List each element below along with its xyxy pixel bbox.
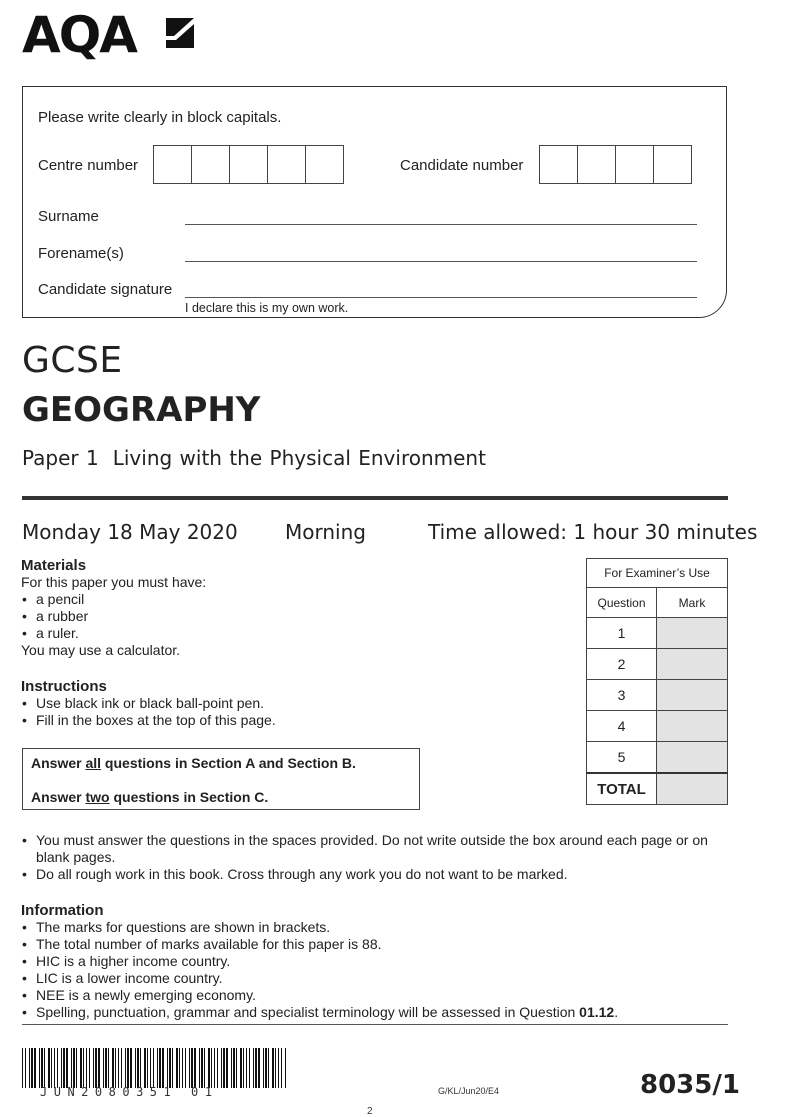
barcode-bar <box>57 1048 58 1088</box>
barcode-bar <box>211 1048 212 1088</box>
answer-requirements-box <box>22 748 420 810</box>
barcode-bar <box>80 1048 82 1088</box>
barcode-bar <box>204 1048 205 1088</box>
barcode-bar <box>263 1048 264 1088</box>
barcode <box>22 1048 288 1088</box>
barcode-bar <box>176 1048 178 1088</box>
exam-session: Morning <box>285 520 366 544</box>
barcode-bar <box>73 1048 75 1088</box>
list-item: • NEE is a newly emerging economy. <box>21 987 727 1004</box>
barcode-bar <box>236 1048 237 1088</box>
barcode-bar <box>221 1048 222 1088</box>
barcode-bar <box>29 1048 30 1088</box>
barcode-bar <box>39 1048 40 1088</box>
list-item <box>21 1004 727 1021</box>
barcode-bar <box>243 1048 244 1088</box>
barcode-bar <box>125 1048 126 1088</box>
paper-number: Paper 1 <box>22 446 99 470</box>
barcode-bar <box>162 1048 164 1088</box>
mark-cell[interactable] <box>657 680 728 711</box>
answer-emphasis: two <box>85 789 110 805</box>
barcode-bar <box>258 1048 260 1088</box>
barcode-bar <box>121 1048 122 1088</box>
calculator-note: You may use a calculator. <box>21 642 181 658</box>
barcode-bar <box>48 1048 50 1088</box>
barcode-bar <box>240 1048 242 1088</box>
barcode-bar <box>61 1048 62 1088</box>
barcode-bar <box>249 1048 250 1088</box>
forename-label: Forename(s) <box>38 245 124 262</box>
list-item: • Use black ink or black ball-point pen. <box>21 695 421 712</box>
barcode-bar <box>93 1048 94 1088</box>
barcode-bar <box>226 1048 228 1088</box>
list-item: • a rubber <box>21 608 351 625</box>
signature-label: Candidate signature <box>38 281 173 298</box>
mark-cell[interactable] <box>657 711 728 742</box>
spag-question-number: 01.12 <box>579 1004 615 1020</box>
information-heading: Information <box>21 902 104 919</box>
total-mark-cell[interactable] <box>657 773 728 805</box>
materials-heading: Materials <box>21 557 87 574</box>
further-instructions <box>21 832 727 883</box>
barcode-bar <box>147 1048 148 1088</box>
barcode-bar <box>268 1048 269 1088</box>
centre-number-box[interactable] <box>267 145 306 184</box>
barcode-bar <box>54 1048 55 1088</box>
mark-column-header: Mark <box>657 588 728 618</box>
barcode-bar <box>199 1048 200 1088</box>
barcode-bar <box>103 1048 104 1088</box>
barcode-bar <box>140 1048 141 1088</box>
barcode-bar <box>278 1048 279 1088</box>
barcode-bar <box>150 1048 151 1088</box>
candidate-number-box[interactable] <box>577 145 616 184</box>
logo-mark-icon <box>162 14 198 50</box>
candidate-number-field[interactable] <box>540 145 692 184</box>
barcode-bar <box>118 1048 119 1088</box>
barcode-bar <box>63 1048 65 1088</box>
barcode-bar <box>98 1048 100 1088</box>
barcode-bar <box>275 1048 276 1088</box>
barcode-bar <box>51 1048 52 1088</box>
question-number: 5 <box>587 742 657 774</box>
barcode-bar <box>246 1048 247 1088</box>
surname-field[interactable] <box>185 224 697 225</box>
barcode-bar <box>108 1048 109 1088</box>
barcode-bar <box>233 1048 235 1088</box>
centre-number-label: Centre number <box>38 157 139 174</box>
barcode-bar <box>153 1048 154 1088</box>
barcode-bar <box>185 1048 186 1088</box>
instructions-heading: Instructions <box>21 678 107 695</box>
barcode-bar <box>285 1048 286 1088</box>
footer-divider <box>22 1024 728 1025</box>
list-item: • LIC is a lower income country. <box>21 970 727 987</box>
candidate-number-box[interactable] <box>615 145 654 184</box>
barcode-bar <box>201 1048 203 1088</box>
paper-code: 8035/1 <box>640 1070 740 1100</box>
answer-text: questions in Section C. <box>109 789 269 805</box>
candidate-details-box <box>22 86 727 318</box>
mark-cell[interactable] <box>657 742 728 774</box>
barcode-bar <box>255 1048 257 1088</box>
subject-title: GEOGRAPHY <box>22 390 261 430</box>
barcode-bar <box>130 1048 132 1088</box>
table-row <box>587 742 728 774</box>
candidate-number-box[interactable] <box>653 145 692 184</box>
answer-text: Answer <box>31 789 86 805</box>
answer-text: Answer <box>31 755 86 771</box>
centre-number-box[interactable] <box>153 145 192 184</box>
aqa-logo <box>22 8 207 63</box>
answer-sections-ab <box>31 755 356 771</box>
list-item: • Fill in the boxes at the top of this page. <box>21 712 421 729</box>
barcode-bar <box>182 1048 183 1088</box>
paper-name: Living with the Physical Environment <box>112 446 486 470</box>
question-number: 4 <box>587 711 657 742</box>
spag-text: . <box>614 1004 619 1020</box>
centre-number-box[interactable] <box>191 145 230 184</box>
barcode-bar <box>157 1048 158 1088</box>
barcode-bar <box>66 1048 68 1088</box>
table-row <box>587 649 728 680</box>
centre-number-field[interactable] <box>154 145 344 184</box>
barcode-bar <box>253 1048 254 1088</box>
barcode-bar <box>208 1048 210 1088</box>
materials-section <box>21 557 351 659</box>
question-number: 1 <box>587 618 657 649</box>
declaration-text: I declare this is my own work. <box>185 301 349 315</box>
barcode-bar <box>89 1048 90 1088</box>
barcode-bar <box>179 1048 180 1088</box>
list-item: • You must answer the questions in the spaces provided. Do not write outside the box around each page or on blank pages. <box>21 832 727 866</box>
surname-label: Surname <box>38 208 99 225</box>
barcode-bar <box>281 1048 282 1088</box>
barcode-bar <box>83 1048 84 1088</box>
page-number: 2 <box>367 1106 373 1117</box>
instructions-list <box>21 695 421 729</box>
instructions-section <box>21 678 421 729</box>
barcode-bar <box>144 1048 146 1088</box>
paper-title <box>22 446 486 470</box>
list-item: • HIC is a higher income country. <box>21 953 727 970</box>
centre-number-box[interactable] <box>305 145 344 184</box>
barcode-bar <box>272 1048 274 1088</box>
information-section <box>21 902 727 1021</box>
barcode-bar <box>135 1048 136 1088</box>
list-item: • a ruler. <box>21 625 351 642</box>
barcode-bar <box>31 1048 33 1088</box>
information-list <box>21 919 727 1021</box>
barcode-bar <box>41 1048 43 1088</box>
list-item: • a pencil <box>21 591 351 608</box>
barcode-bar <box>137 1048 139 1088</box>
exam-date: Monday 18 May 2020 <box>22 520 238 544</box>
mark-cell[interactable] <box>657 618 728 649</box>
barcode-bar <box>231 1048 232 1088</box>
barcode-bar <box>71 1048 72 1088</box>
barcode-bar <box>44 1048 45 1088</box>
barcode-bar <box>167 1048 168 1088</box>
barcode-bar <box>105 1048 107 1088</box>
forename-field[interactable] <box>185 261 697 262</box>
barcode-bar <box>214 1048 215 1088</box>
barcode-bar <box>34 1048 36 1088</box>
centre-number-box[interactable] <box>229 145 268 184</box>
block-capitals-instruction: Please write clearly in block capitals. <box>38 109 282 126</box>
question-number: 3 <box>587 680 657 711</box>
spag-text: Spelling, punctuation, grammar and specialist terminology will be assessed in Question <box>36 1004 580 1020</box>
barcode-bar <box>191 1048 193 1088</box>
table-row <box>587 618 728 649</box>
barcode-bar <box>223 1048 225 1088</box>
document-reference: G/KL/Jun20/E4 <box>438 1086 500 1096</box>
table-row-total <box>587 773 728 805</box>
barcode-text: JUN2080351 01 <box>40 1085 219 1099</box>
barcode-bar <box>189 1048 190 1088</box>
barcode-bar <box>76 1048 77 1088</box>
question-number: 2 <box>587 649 657 680</box>
candidate-number-box[interactable] <box>539 145 578 184</box>
further-instructions-list <box>21 832 727 883</box>
barcode-bar <box>159 1048 161 1088</box>
answer-section-c <box>31 789 268 805</box>
signature-field[interactable] <box>185 297 697 298</box>
table-row <box>587 680 728 711</box>
question-column-header: Question <box>587 588 657 618</box>
list-item: • The total number of marks available for this paper is 88. <box>21 936 727 953</box>
barcode-bar <box>265 1048 267 1088</box>
list-item: • The marks for questions are shown in brackets. <box>21 919 727 936</box>
answer-emphasis: all <box>85 755 102 771</box>
barcode-bar <box>194 1048 196 1088</box>
barcode-bar <box>115 1048 116 1088</box>
barcode-bar <box>217 1048 218 1088</box>
total-label: TOTAL <box>587 773 657 805</box>
barcode-bar <box>25 1048 26 1088</box>
barcode-bar <box>95 1048 97 1088</box>
barcode-bar <box>172 1048 173 1088</box>
time-allowed: Time allowed: 1 hour 30 minutes <box>428 520 758 544</box>
qualification-title: GCSE <box>22 340 123 381</box>
barcode-bar <box>169 1048 171 1088</box>
logo-text: AQA <box>22 6 136 64</box>
mark-cell[interactable] <box>657 649 728 680</box>
answer-text: questions in Section A and Section B. <box>101 755 356 771</box>
list-item: • Do all rough work in this book. Cross through any work you do not want to be marked. <box>21 866 727 883</box>
table-row <box>587 711 728 742</box>
examiner-use-table <box>586 558 728 805</box>
candidate-number-label: Candidate number <box>400 157 524 174</box>
materials-list <box>21 591 351 642</box>
examiner-table-heading: For Examiner’s Use <box>587 559 728 588</box>
barcode-bar <box>127 1048 129 1088</box>
barcode-bar <box>112 1048 114 1088</box>
materials-intro: For this paper you must have: <box>21 574 207 590</box>
title-divider <box>22 496 728 500</box>
barcode-bar <box>86 1048 87 1088</box>
barcode-bar <box>22 1048 23 1088</box>
